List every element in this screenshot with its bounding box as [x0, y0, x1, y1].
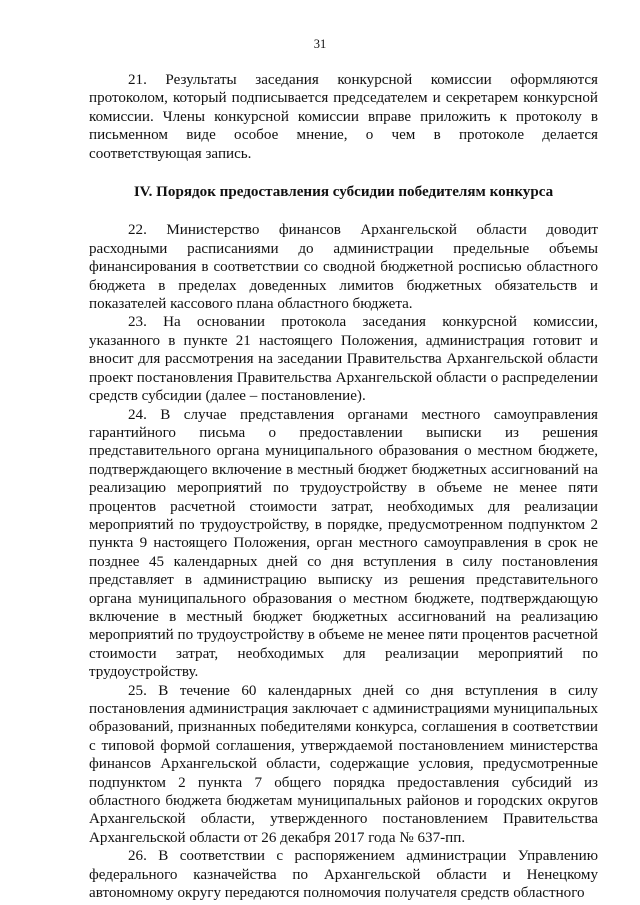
paragraph-24: 24. В случае представления органами местного самоуправления гарантийного письма о предоставлении выписки из решения представительного органа муниципального образования о местном бюджете, подтверждающего включение в местный бюджет бюджетных ассигнований на реализацию мероприятий по трудоустройству в объеме не менее пяти процентов расчетной стоимости затрат, необходимых для реализации мероприятий по трудоустройству, в порядке, предусмотренном подпунктом 2 пункта 9 настоящего Положения, орган местного самоуправления в срок не позднее 45 календарных дней со дня вступления в силу постановления представляет в администрацию выписку из решения представительного органа муниципального образования о местном бюджете, подтверждающую включение в местный бюджет бюджетных ассигнований на реализацию мероприятий по трудоустройству в объеме не менее пяти процентов расчетной стоимости затрат, необходимых для реализации мероприятий по трудоустройству. — [89, 406, 598, 681]
section-heading: IV. Порядок предоставления субсидии победителям конкурса — [133, 184, 554, 201]
paragraph-22: 22. Министерство финансов Архангельской области доводит расходными расписаниями до администрации предельные объемы финансирования в соответствии со сводной бюджетной росписью областного бюджета в пределах доведенных лимитов бюджетных обязательств и показателей кассового плана областного бюджета. — [89, 222, 598, 313]
paragraph-23: 23. На основании протокола заседания конкурсной комиссии, указанного в пункте 21 настоящего Положения, администрация готовит и вносит для рассмотрения на заседании Правительства Архангельской области проект постановления Правительства Архангельской области о распределении средств субсидии (далее – постановление). — [89, 314, 598, 405]
paragraph-21: 21. Результаты заседания конкурсной комиссии оформляются протоколом, который подписывается председателем и секретарем конкурсной комиссии. Члены конкурсной комиссии вправе приложить к протоколу в письменном виде особое мнение, о чем в протоколе делается соответствующая запись. — [89, 72, 598, 162]
paragraph-25: 25. В течение 60 календарных дней со дня вступления в силу постановления администрация заключает с администрациями муниципальных образований, признанных победителями конкурса, соглашения в соответствии с типовой формой соглашения, утверждаемой постановлением министерства финансов Архангельской области, содержащие условия, предусмотренные подпунктом 2 пункта 7 общего порядка предоставления субсидий из областного бюджета бюджетам муниципальных районов и городских округов Архангельской области, утвержденного постановлением Правительства Архангельской области от 26 декабря 2017 года № 637-пп. — [89, 682, 598, 846]
page-number: 31 — [313, 37, 327, 51]
page-content — [89, 71, 598, 902]
paragraph-26: 26. В соответствии с распоряжением администрации Управлению федерального казначейства по Архангельской области и Ненецкому автономному округу передаются полномочия получателя средств областного — [89, 848, 598, 902]
